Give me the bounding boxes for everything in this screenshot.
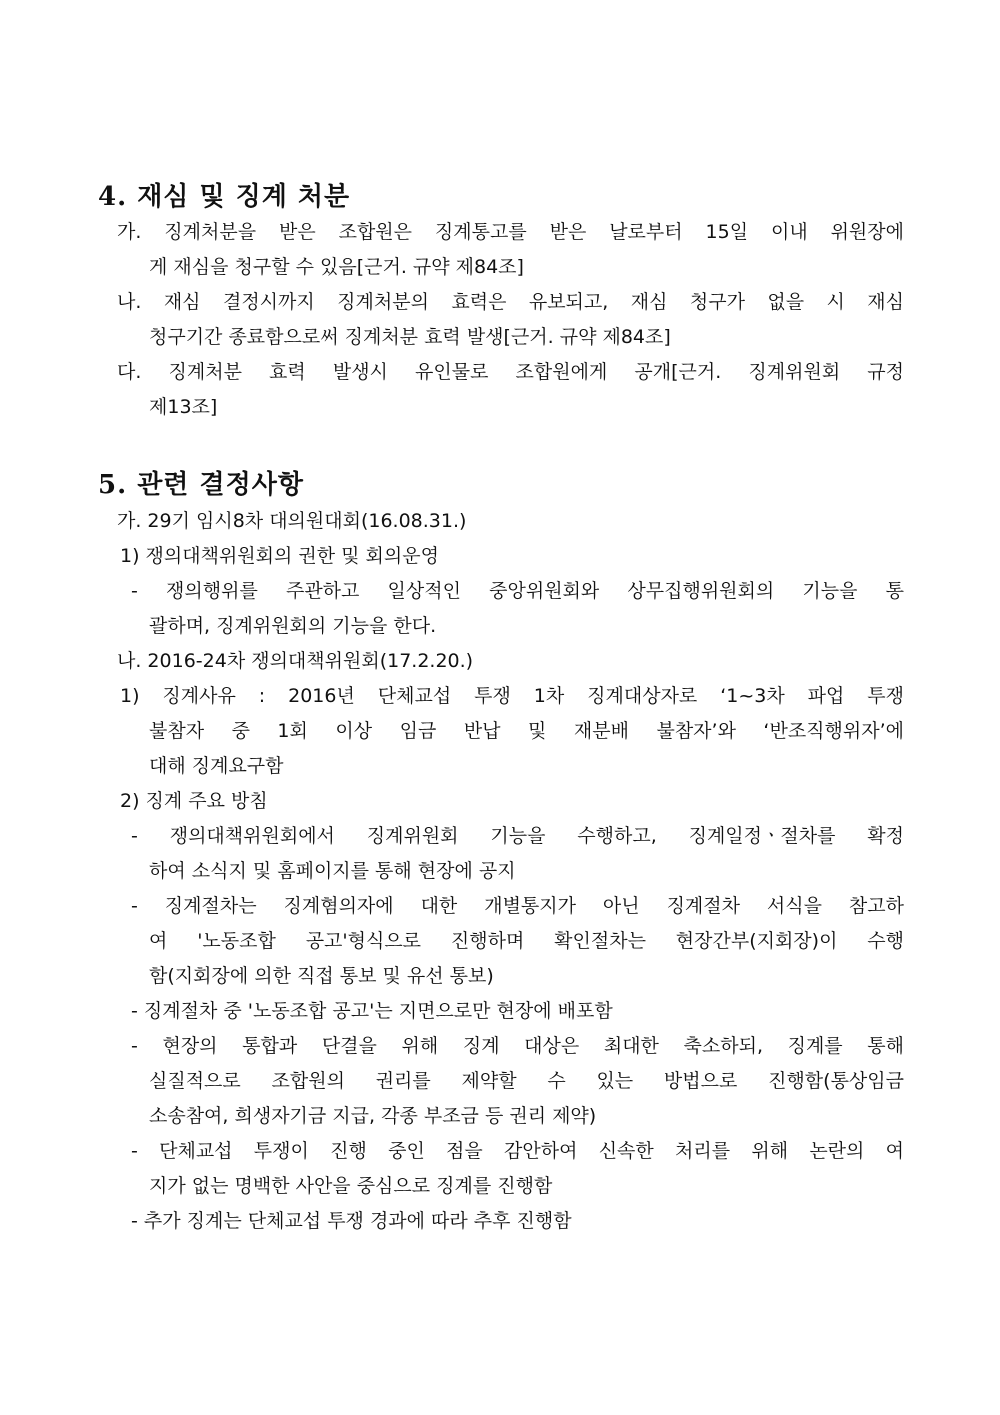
item-4-na-line-2: 청구기간 종료함으로써 징계처분 효력 발생[근거. 규약 제84조] [149,326,671,348]
item-5-na-sub2-title: 2) 징계 주요 방침 [120,790,268,812]
section-heading-5: 5. 관련 결정사항 [98,470,304,500]
bullet-2-line-3: 함(지회장에 의한 직접 통보 및 유선 통보) [149,965,494,987]
bullet-4-line-3: 소송참여, 희생자기금 지급, 각종 부조금 등 권리 제약) [149,1105,597,1127]
section-heading-4: 4. 재심 및 징계 처분 [98,182,351,212]
bullet-5-line-2: 지가 없는 명백한 사안을 중심으로 징계를 진행함 [149,1175,553,1197]
item-4-da-line-1: 다. 징계처분 효력 발생시 유인물로 조합원에게 공개[근거. 징계위원회 규정 [117,361,904,383]
item-5-ga-bullet-line-1: - 쟁의행위를 주관하고 일상적인 중앙위원회와 상무집행위원회의 기능을 통 [131,580,904,602]
item-4-ga-line-2: 게 재심을 청구할 수 있음[근거. 규약 제84조] [149,256,524,278]
item-5-na-sub1-line-1: 1) 징계사유 : 2016년 단체교섭 투쟁 1차 징계대상자로 ‘1~3차 파업 투쟁 [120,685,904,707]
bullet-1-line-1: - 쟁의대책위원회에서 징계위원회 기능을 수행하고, 징계일정ㆍ절차를 확정 [131,825,904,847]
item-5-ga-title: 가. 29기 임시8차 대의원대회(16.08.31.) [117,510,467,532]
bullet-4-line-1: - 현장의 통합과 단결을 위해 징계 대상은 최대한 축소하되, 징계를 통해 [131,1035,904,1057]
bullet-3-line-1: - 징계절차 중 '노동조합 공고'는 지면으로만 현장에 배포함 [131,1000,613,1022]
item-5-ga-sub1-title: 1) 쟁의대책위원회의 권한 및 회의운영 [120,545,439,567]
item-5-na-title: 나. 2016-24차 쟁의대책위원회(17.2.20.) [117,650,474,672]
bullet-2-line-1: - 징계절차는 징계혐의자에 대한 개별통지가 아닌 징계절차 서식을 참고하 [131,895,904,917]
bullet-2-line-2: 여 '노동조합 공고'형식으로 진행하며 확인절차는 현장간부(지회장)이 수행 [149,930,904,952]
bullet-1-line-2: 하여 소식지 및 홈페이지를 통해 현장에 공지 [149,860,516,882]
bullet-5-line-1: - 단체교섭 투쟁이 진행 중인 점을 감안하여 신속한 처리를 위해 논란의 여 [131,1140,904,1162]
item-5-ga-bullet-line-2: 괄하며, 징계위원회의 기능을 한다. [149,615,437,637]
item-5-na-sub1-line-2: 불참자 중 1회 이상 임금 반납 및 재분배 불참자’와 ‘반조직행위자’에 [149,720,904,742]
bullet-4-line-2: 실질적으로 조합원의 권리를 제약할 수 있는 방법으로 진행함(통상임금 [149,1070,904,1092]
item-5-na-sub1-line-3: 대해 징계요구함 [149,755,284,777]
bullet-6-line-1: - 추가 징계는 단체교섭 투쟁 경과에 따라 추후 진행함 [131,1210,572,1232]
item-4-da-line-2: 제13조] [149,396,218,418]
item-4-na-line-1: 나. 재심 결정시까지 징계처분의 효력은 유보되고, 재심 청구가 없을 시 재심 [117,291,904,313]
item-4-ga-line-1: 가. 징계처분을 받은 조합원은 징계통고를 받은 날로부터 15일 이내 위원장에 [117,221,904,243]
